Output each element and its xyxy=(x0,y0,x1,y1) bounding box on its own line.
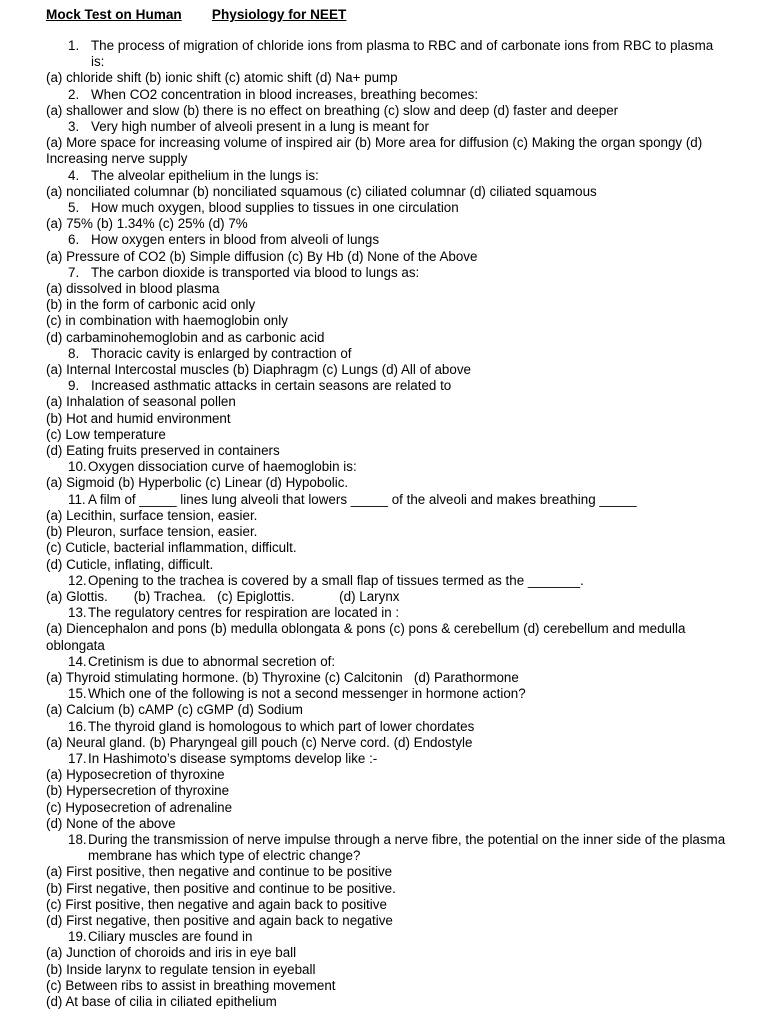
answer-option: (c) First positive, then negative and again back to positive xyxy=(46,896,387,912)
question xyxy=(46,200,726,216)
question-number: 16. xyxy=(68,718,87,734)
question-text: Increased asthmatic attacks in certain seasons are related to xyxy=(91,378,452,394)
answer-option: (a) Inhalation of seasonal pollen xyxy=(46,394,236,410)
question-text: Cretinism is due to abnormal secretion of: xyxy=(88,653,336,669)
answer-option: (a) Lecithin, surface tension, easier. xyxy=(46,507,258,523)
question-number: 3. xyxy=(68,119,80,135)
question-text: How oxygen enters in blood from alveoli of lungs xyxy=(91,232,380,248)
question-text: The thyroid gland is homologous to which part of lower chordates xyxy=(88,718,475,734)
question-text: The alveolar epithelium in the lungs is: xyxy=(91,167,319,183)
answer-option: (c) in combination with haemoglobin only xyxy=(46,313,288,329)
answer-option: (b) Hot and humid environment xyxy=(46,410,231,426)
answer-option: (b) Hypersecretion of thyroxine xyxy=(46,783,230,799)
question-text: The process of migration of chloride ions from plasma to RBC and of carbonate ions from RBC to plasma is: xyxy=(91,38,714,70)
question xyxy=(46,38,726,70)
answer-option: (a) nonciliated columnar (b) nonciliated squamous (c) ciliated columnar (d) ciliated squamous xyxy=(46,183,597,199)
answer-option: (a) Diencephalon and pons (b) medulla oblongata & pons (c) pons & cerebellum (d) cerebellum and medulla oblongata xyxy=(46,621,690,653)
question-number: 19. xyxy=(68,929,87,945)
question xyxy=(46,459,726,475)
question-number: 6. xyxy=(68,232,80,248)
question-number: 11. xyxy=(68,491,86,507)
question xyxy=(46,605,726,621)
question xyxy=(46,832,726,864)
question-number: 13. xyxy=(68,605,87,621)
answer-option: (d) carbaminohemoglobin and as carbonic acid xyxy=(46,329,325,345)
question xyxy=(46,232,726,248)
question xyxy=(46,573,726,589)
answer-option: (c) Between ribs to assist in breathing movement xyxy=(46,977,336,993)
question-text: Opening to the trachea is covered by a small flap of tissues termed as the _______. xyxy=(88,572,584,588)
question xyxy=(46,87,726,103)
question-text: How much oxygen, blood supplies to tissues in one circulation xyxy=(91,200,459,216)
answer-option: (a) shallower and slow (b) there is no effect on breathing (c) slow and deep (d) faster and deeper xyxy=(46,102,619,118)
question-text: Thoracic cavity is enlarged by contraction of xyxy=(91,345,352,361)
title-left: Mock Test on Human xyxy=(46,7,182,22)
question xyxy=(46,265,726,281)
answer-option: (d) First negative, then positive and again back to negative xyxy=(46,912,393,928)
question-number: 15. xyxy=(68,686,87,702)
question-number: 17. xyxy=(68,750,87,766)
question xyxy=(46,378,726,394)
question-text: Very high number of alveoli present in a lung is meant for xyxy=(91,119,429,135)
answer-option: (c) Cuticle, bacterial inflammation, difficult. xyxy=(46,540,297,556)
document-title xyxy=(46,6,346,23)
answer-option: (a) Hyposecretion of thyroxine xyxy=(46,767,225,783)
answer-option: (a) Junction of choroids and iris in eye ball xyxy=(46,945,297,961)
answer-option: (a) Thyroid stimulating hormone. (b) Thyroxine (c) Calcitonin (d) Parathormone xyxy=(46,669,519,685)
question-number: 14. xyxy=(68,653,87,669)
question-text: During the transmission of nerve impulse through a nerve fibre, the potential on the inner side of the plasma membrane has which type of electric change? xyxy=(88,831,726,864)
question-number: 12. xyxy=(68,572,87,588)
answer-option: (d) None of the above xyxy=(46,815,176,831)
question xyxy=(46,929,726,945)
question-text: The carbon dioxide is transported via blood to lungs as: xyxy=(91,264,420,280)
answer-option: (a) Calcium (b) cAMP (c) cGMP (d) Sodium xyxy=(46,702,303,718)
question-text: In Hashimoto’s disease symptoms develop like :- xyxy=(88,750,378,766)
answer-option: (c) Low temperature xyxy=(46,426,166,442)
answer-option: (d) Eating fruits preserved in containers xyxy=(46,443,280,459)
answer-option: (b) in the form of carbonic acid only xyxy=(46,297,256,313)
answer-option: (a) More space for increasing volume of inspired air (b) More area for diffusion (c) Making the organ spongy (d) Increasing nerve supply xyxy=(46,135,706,167)
answer-option: (c) Hyposecretion of adrenaline xyxy=(46,799,233,815)
answer-option: (a) First positive, then negative and continue to be positive xyxy=(46,864,393,880)
question-number: 5. xyxy=(68,200,80,216)
answer-option: (a) 75% (b) 1.34% (c) 25% (d) 7% xyxy=(46,216,248,232)
answer-option: (a) Glottis. (b) Trachea. (c) Epiglottis. (d) Larynx xyxy=(46,588,400,604)
answer-option: (a) Sigmoid (b) Hyperbolic (c) Linear (d) Hypobolic. xyxy=(46,475,349,491)
question-number: 10. xyxy=(68,459,87,475)
answer-option: (a) dissolved in blood plasma xyxy=(46,281,220,297)
question xyxy=(46,751,726,767)
answer-option: (d) Cuticle, inflating, difficult. xyxy=(46,556,214,572)
question xyxy=(46,719,726,735)
question-text: A film of _____ lines lung alveoli that lowers _____ of the alveoli and makes breathing _____ xyxy=(88,491,637,507)
question xyxy=(46,654,726,670)
question-text: Which one of the following is not a second messenger in hormone action? xyxy=(88,686,526,702)
question-number: 1. xyxy=(68,38,80,53)
answer-option: (a) chloride shift (b) ionic shift (c) atomic shift (d) Na+ pump xyxy=(46,70,398,86)
answer-option: (b) Inside larynx to regulate tension in eyeball xyxy=(46,961,316,977)
question xyxy=(46,492,726,508)
question-number: 18. xyxy=(68,831,87,847)
answer-option: (b) First negative, then positive and continue to be positive. xyxy=(46,880,396,896)
question-number: 8. xyxy=(68,345,80,361)
question-text: The regulatory centres for respiration are located in : xyxy=(88,605,400,621)
question-number: 2. xyxy=(68,86,80,102)
question-number: 9. xyxy=(68,378,80,394)
answer-option: (a) Internal Intercostal muscles (b) Diaphragm (c) Lungs (d) All of above xyxy=(46,362,471,378)
question-number: 4. xyxy=(68,167,80,183)
question-list xyxy=(46,38,726,1010)
question xyxy=(46,686,726,702)
answer-option: (a) Pressure of CO2 (b) Simple diffusion (c) By Hb (d) None of the Above xyxy=(46,248,478,264)
answer-option: (b) Pleuron, surface tension, easier. xyxy=(46,524,258,540)
question-text: When CO2 concentration in blood increases, breathing becomes: xyxy=(91,86,479,102)
question xyxy=(46,346,726,362)
answer-option: (a) Neural gland. (b) Pharyngeal gill pouch (c) Nerve cord. (d) Endostyle xyxy=(46,734,473,750)
question xyxy=(46,168,726,184)
question xyxy=(46,119,726,135)
answer-option: (d) At base of cilia in ciliated epithelium xyxy=(46,993,277,1009)
question-number: 7. xyxy=(68,264,80,280)
title-right: Physiology for NEET xyxy=(211,7,347,22)
question-text: Oxygen dissociation curve of haemoglobin is: xyxy=(88,459,357,475)
question-text: Ciliary muscles are found in xyxy=(88,929,253,945)
